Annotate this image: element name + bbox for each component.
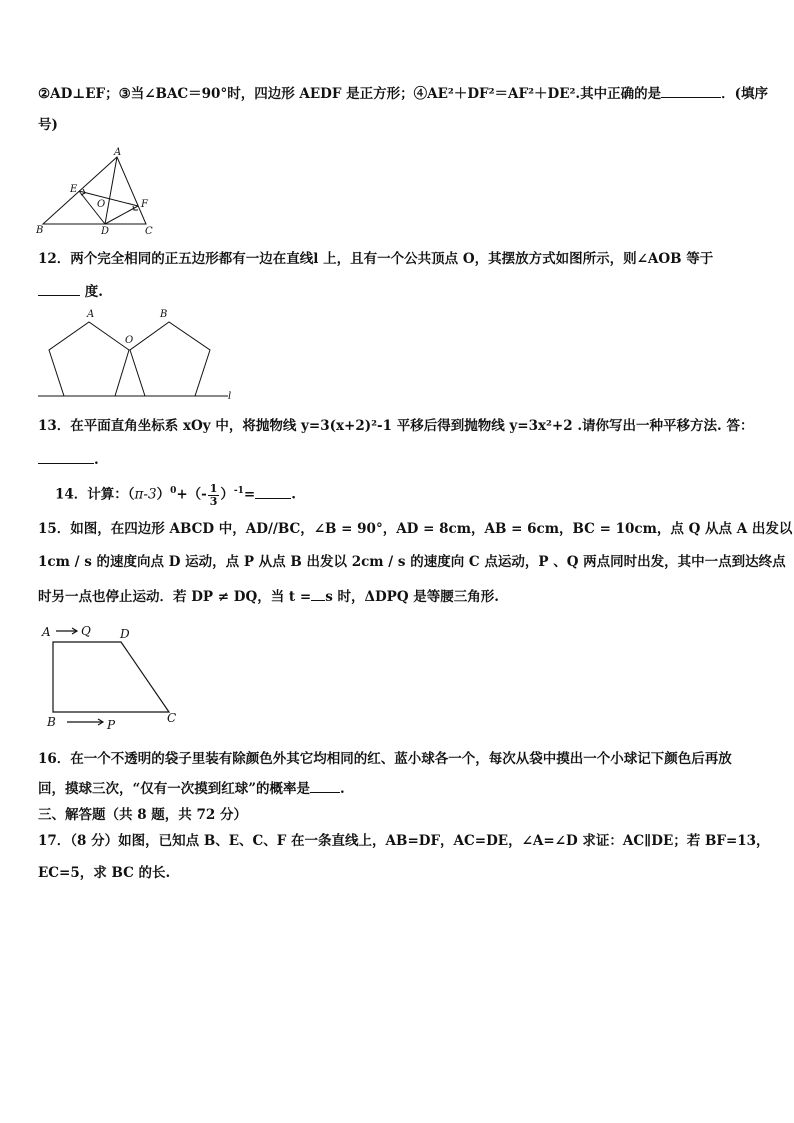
q15-line-2	[38, 553, 786, 571]
q11-instruction-end	[38, 116, 58, 134]
q13-question	[38, 417, 753, 435]
q11-answer-blank[interactable]	[661, 84, 721, 98]
q14-equals: =	[243, 486, 256, 503]
q13-answer-line	[38, 450, 99, 469]
q11-statements: ②AD⊥EF；③当∠BAC＝90°时，四边形 AEDF 是正方形；④AE²＋DF²＝AF²＋DE².其中正确的是	[38, 86, 662, 102]
q16-line-1	[38, 750, 732, 768]
q12-label-l: l	[228, 391, 232, 402]
q12-answer-blank[interactable]	[38, 282, 80, 296]
q15-trapezoid-abcd	[53, 642, 169, 712]
q15-line-3	[38, 587, 499, 606]
q12-answer-line	[38, 282, 103, 301]
q11-segment-fd	[105, 206, 138, 224]
q14-prefix: 14．计算：（	[55, 486, 135, 503]
q14-answer-blank[interactable]	[255, 485, 291, 499]
q14-plus: +（-	[176, 486, 207, 503]
q11-label-o: O	[97, 199, 106, 210]
q15-label-c: C	[167, 711, 177, 725]
q15-text-2: 1cm / s 的速度向点 D 运动，点 P 从点 B 出发以 2cm / s 的速度向 C 点运动，P 、Q 两点同时出发，其中一点到达终点	[38, 554, 786, 570]
q14-exponent-zero: 0	[170, 486, 177, 496]
q14-fraction	[208, 483, 220, 508]
q14-close-paren-2: ）	[220, 486, 234, 503]
q16-line-2	[38, 779, 345, 798]
q15-label-d: D	[120, 627, 130, 641]
q16-text-1: 16．在一个不透明的袋子里装有除颜色外其它均相同的红、蓝小球各一个，每次从袋中摸出一个小球记下颜色后再放	[38, 751, 732, 767]
q11-label-c: C	[145, 226, 153, 237]
q15-text-3a: 时另一点也停止运动．若 DP ≠ DQ，当 t =	[38, 589, 312, 605]
q16-text-2a: 回，摸球三次，“仅有一次摸到红球”的概率是	[38, 781, 311, 797]
q12-label-a: A	[87, 309, 95, 320]
q12-question	[38, 250, 713, 268]
q14-pi-minus-3: π-3	[134, 486, 157, 503]
q12-unit: 度.	[84, 284, 103, 300]
section-3-heading	[38, 806, 247, 824]
q12-left-pentagon	[49, 322, 129, 396]
q15-label-q: Q	[81, 624, 91, 638]
q11-segment-ad	[105, 157, 117, 224]
q12-right-pentagon	[130, 322, 210, 396]
q17-line-1	[38, 832, 770, 850]
q15-arrow-p-head	[98, 719, 103, 725]
q11-label-d: D	[101, 226, 110, 237]
q14-close-paren-1: ）	[156, 486, 171, 503]
q11-label-f: F	[141, 199, 148, 210]
q11-instruction-tail: 号)	[38, 117, 58, 133]
q11-instruction: ．(填序	[721, 86, 769, 102]
q15-label-b: B	[47, 715, 56, 729]
q14-question	[55, 482, 296, 508]
q11-segment-ef	[79, 191, 138, 206]
section-3-title: 三、解答题（共 8 题，共 72 分）	[38, 807, 247, 823]
q15-line-1	[38, 520, 792, 538]
q11-label-a: A	[114, 147, 122, 158]
q11-segment-ed	[79, 191, 105, 224]
q14-fraction-denominator: 3	[209, 494, 218, 508]
q12-label-o: O	[125, 335, 134, 346]
q11-triangle-abc	[43, 157, 146, 224]
q11-right-angle-e	[81, 189, 85, 195]
q11-label-b: B	[36, 225, 44, 236]
q12-text: 12．两个完全相同的正五边形都有一边在直线l 上，且有一个公共顶点 O，其摆放方式如图所示，则∠AOB 等于	[38, 251, 714, 267]
q14-exponent-neg1: -1	[233, 486, 244, 496]
q11-right-angle-f	[133, 206, 138, 210]
q15-answer-blank[interactable]	[311, 587, 325, 601]
q14-period: .	[291, 486, 296, 503]
q16-period: .	[340, 781, 345, 797]
q13-period: .	[94, 452, 99, 468]
q15-label-p: P	[107, 718, 116, 732]
q14-fraction-numerator: 1	[209, 481, 218, 495]
q15-label-a: A	[42, 625, 51, 639]
q15-text-3b: s 时，ΔDPQ 是等腰三角形.	[325, 589, 499, 605]
q11-label-e: E	[70, 184, 78, 195]
q17-line-2	[38, 864, 170, 882]
q13-text: 13．在平面直角坐标系 xOy 中，将抛物线 y=3(x+2)²-1 平移后得到抛物线 y=3x²+2 .请你写出一种平移方法. 答：	[38, 418, 754, 434]
q15-arrow-q-head	[72, 628, 77, 634]
q11-continuation-line	[38, 84, 768, 103]
q12-label-b: B	[160, 309, 168, 320]
q17-text-2: EC=5，求 BC 的长.	[38, 865, 171, 881]
q16-answer-blank[interactable]	[310, 779, 340, 793]
q17-text-1: 17．（8 分）如图，已知点 B、E、C、F 在一条直线上，AB=DF，AC=DE，∠A=∠D 求证：AC∥DE；若 BF=13，	[38, 833, 770, 849]
q15-text-1: 15．如图，在四边形 ABCD 中，AD//BC，∠B = 90°，AD = 8cm，AB = 6cm，BC = 10cm，点 Q 从点 A 出发以	[38, 521, 793, 537]
q13-answer-blank[interactable]	[38, 450, 94, 464]
